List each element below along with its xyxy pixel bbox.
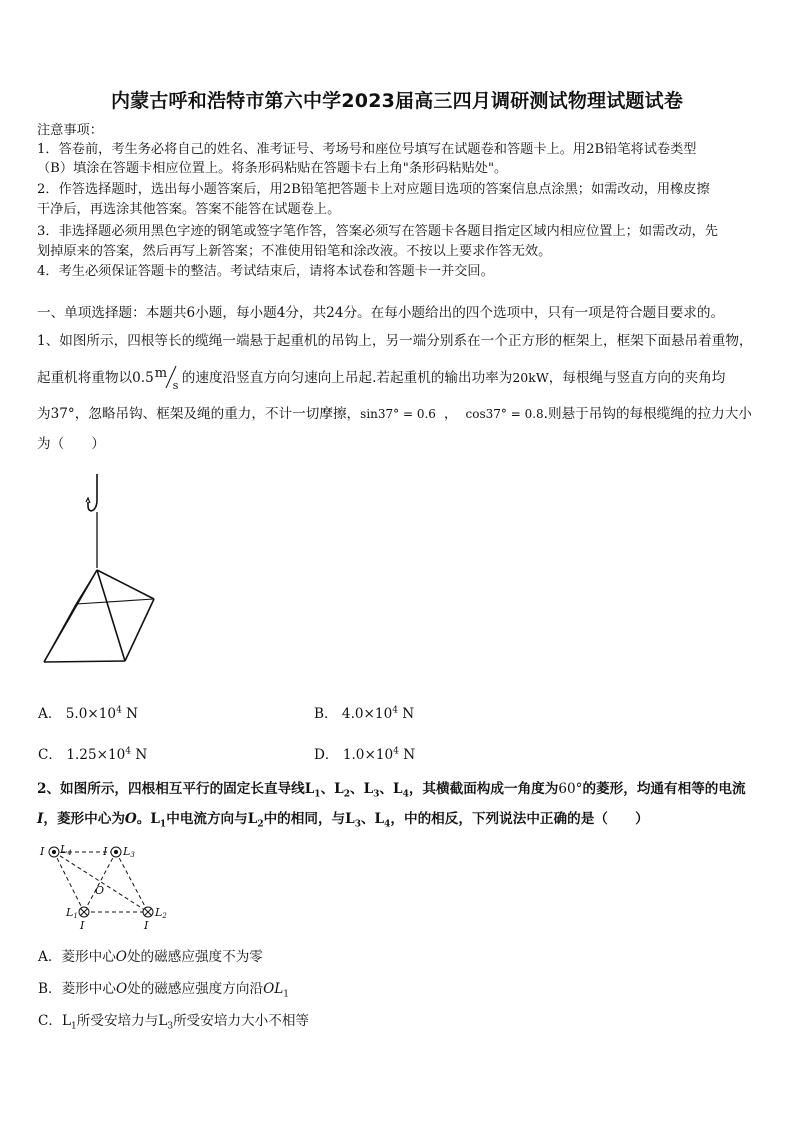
q2-text: ，菱形中心为 (43, 811, 125, 827)
q2-text: 中电流方向与L (166, 811, 258, 827)
subscript: 2 (257, 819, 264, 830)
sin-value: sin37° = 0.6 (360, 407, 436, 421)
figure-label-I: I (40, 845, 45, 858)
option-exponent: 4 (116, 705, 122, 716)
option-value: 1.0×10 (342, 747, 394, 763)
option-unit: N (131, 747, 148, 763)
subscript: 1 (283, 989, 289, 1000)
notice-line: 划掉原来的答案，然后再写上新答案；不准使用铅笔和涂改液。不按以上要求作答无效。 (37, 244, 552, 259)
section-heading: 一、单项选择题：本题共6小题，每小题4分，共24分。在每小题给出的四个选项中，只有一项是符合题目要求的。 (37, 305, 725, 321)
exam-title: 内蒙古呼和浩特市第六中学2023届高三四月调研测试物理试题试卷 (110, 90, 684, 112)
option-text: B．菱形中心 (38, 981, 116, 997)
figure-label-L4: L4 (60, 843, 72, 857)
notice-line: （B）填涂在答题卡相应位置上。将条形码粘贴在答题卡右上角"条形码粘贴处"。 (37, 161, 508, 176)
q2-option-a[interactable] (38, 945, 263, 965)
q1-text: 起重机将重物以 (37, 370, 133, 386)
notice-line: 干净后，再选涂其他答案。答案不能答在试题卷上。 (37, 202, 341, 217)
notice-heading: 注意事项： (37, 123, 103, 138)
current-symbol: I (37, 811, 44, 827)
option-unit: N (397, 706, 415, 722)
notice-line: 3．非选择题必须用黑色字迹的钢笔或签字笔作答，答案必须写在答题卡各题目指定区域内相应位置上；如需改动，先 (37, 224, 718, 239)
option-text: C．L (38, 1013, 72, 1029)
q2-text: ，中的相反，下列说法中正确的是（ ） (390, 811, 649, 827)
speed-unit (154, 366, 182, 392)
q1-option-d[interactable] (314, 743, 415, 763)
option-exponent: 4 (125, 746, 132, 757)
subscript: 3 (167, 1021, 174, 1032)
subscript: 1 (71, 1021, 77, 1032)
option-value: 5.0×10 (65, 706, 117, 722)
q1-option-a[interactable] (38, 702, 138, 722)
cos-value: cos37° = 0.8 (465, 407, 544, 421)
notice-line: 4．考生必须保证答题卡的整洁。考试结束后，请将本试卷和答题卡一并交回。 (37, 264, 494, 279)
subscript: 4 (402, 789, 409, 800)
q1-text: .则悬于吊钩的每根缆绳的拉力大小 (543, 406, 752, 422)
q1-text: ，每根绳与竖直方向的夹角均 (548, 370, 726, 386)
option-text: 处的磁感应强度不为零 (126, 949, 263, 965)
figure-label-L2: L2 (155, 906, 167, 920)
q1-text: 的速度沿竖直方向匀速向上吊起.若起重机的输出功率为 (181, 370, 513, 386)
power-value: 20kW (512, 370, 549, 385)
q2-text: 2、如图所示，四根相互平行的固定长直导线L (37, 781, 315, 797)
option-label: D． (314, 747, 339, 763)
angle-value: 60° (558, 781, 583, 797)
q1-text-line3 (37, 405, 759, 424)
q2-text: ，其横截面构成一角度为 (408, 781, 559, 797)
q1-text-line4: 为（ ） (37, 436, 105, 452)
q2-text: 、L (320, 781, 344, 797)
notice-line: 2．作答选择题时，选出每小题答案后，用2B铅笔把答题卡上对应题目选项的答案信息点涂黑；如需改动，用橡皮擦 (37, 182, 710, 197)
unit-denominator: s (172, 379, 179, 392)
q1-text-line2 (37, 366, 759, 392)
option-unit: N (121, 706, 139, 722)
option-value: 4.0×10 (341, 706, 393, 722)
subscript: 1 (159, 819, 167, 830)
q2-text: 、L (360, 811, 385, 827)
q2-text: 。L (136, 811, 160, 827)
option-value: 1.25×10 (66, 747, 126, 763)
option-text: A．菱形中心 (38, 949, 116, 965)
q2-option-b[interactable] (38, 977, 289, 1000)
crane-pyramid-figure (36, 472, 166, 672)
subscript: 1 (314, 789, 321, 800)
subscript: 4 (384, 819, 391, 830)
unit-numerator: m (154, 366, 168, 381)
q2-text: 、L (379, 781, 403, 797)
figure-label-I: I (80, 919, 85, 930)
q2-text-line2 (37, 810, 759, 835)
figure-label-I: I (103, 845, 108, 858)
subscript: 3 (373, 789, 380, 800)
rhombus-wires-figure (36, 842, 176, 930)
direction-symbol: OL (263, 981, 284, 997)
option-label: B． (314, 706, 338, 722)
option-label: A． (38, 706, 62, 722)
center-symbol: O (115, 981, 128, 997)
q2-text: 中的相同，与L (263, 811, 355, 827)
option-exponent: 4 (393, 746, 399, 757)
center-symbol: O (124, 811, 137, 827)
speed-value: 0.5 (132, 370, 154, 386)
notice-line: 1．答卷前，考生务必将自己的姓名、准考证号、考场号和座位号填写在试题卷和答题卡上。用2B铅笔将试卷类型 (37, 142, 697, 157)
option-unit: N (398, 747, 416, 763)
q2-option-c[interactable] (38, 1009, 309, 1032)
figure-label-I: I (144, 919, 149, 930)
subscript: 2 (343, 789, 350, 800)
q2-text-line1 (37, 780, 759, 805)
q2-text: 、L (349, 781, 374, 797)
figure-label-O: O (95, 884, 105, 897)
option-text: 所受安培力大小不相等 (173, 1013, 310, 1029)
option-exponent: 4 (392, 705, 398, 716)
figure-label-L1: L1 (66, 906, 78, 920)
q1-text-line1: 1、如图所示，四根等长的缆绳一端悬于起重机的吊钩上，另一端分别系在一个正方形的框架上，框架下面悬吊着重物， (37, 333, 753, 349)
q1-text: ， (443, 406, 458, 422)
figure-label-L3: L3 (123, 845, 135, 859)
option-label: C． (38, 747, 62, 763)
q1-text: 为37°，忽略吊钩、框架及绳的重力，不计一切摩擦， (37, 406, 361, 422)
q1-option-c[interactable] (38, 743, 147, 763)
option-text: 处的磁感应强度方向沿 (127, 981, 264, 997)
q1-option-b[interactable] (314, 702, 414, 722)
center-symbol: O (115, 949, 127, 965)
subscript: 3 (354, 819, 361, 830)
option-text: 所受安培力与L (76, 1013, 168, 1029)
q2-text: 的菱形，均通有相等的电流 (582, 781, 746, 797)
